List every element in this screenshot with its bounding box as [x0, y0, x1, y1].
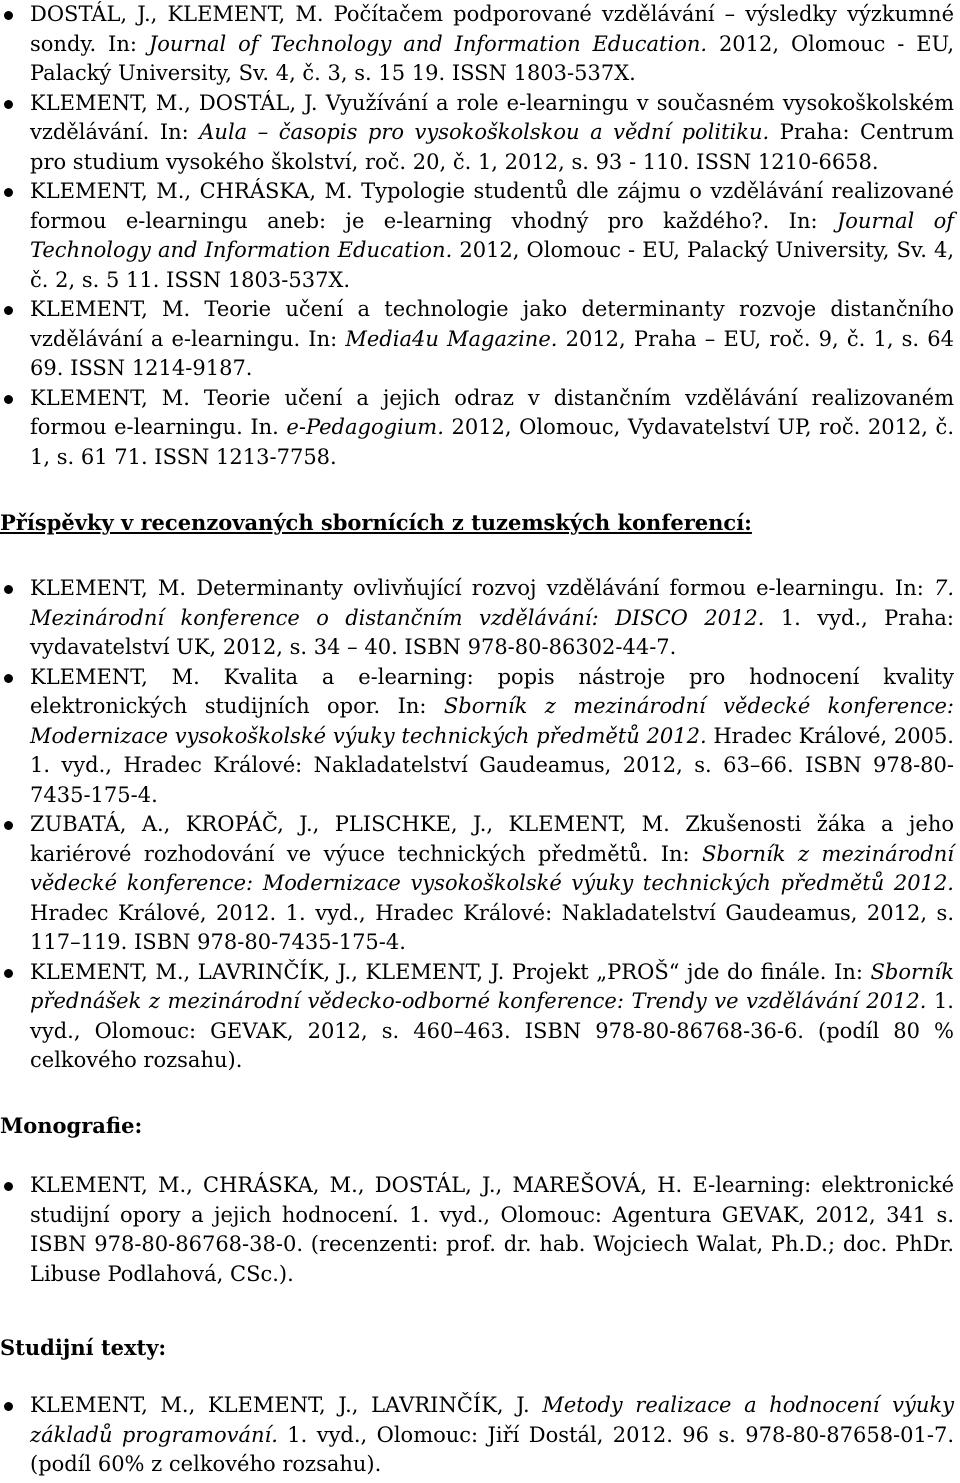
- reference-item: [0, 1171, 954, 1289]
- reference-item: [0, 295, 954, 384]
- reference-text-segment: 2012, Praha – EU, roč. 9, č. 1, s. 64 69. ISSN 1214-9187.: [30, 326, 954, 380]
- reference-item: [0, 89, 954, 178]
- reference-text-segment: KLEMENT, M. Kvalita a e-learning: popis nástroje pro hodnocení kvality elektronických studijních opor. In:: [30, 664, 954, 718]
- reference-text-segment: DOSTÁL, J., KLEMENT, M. Počítačem podporované vzdělávání – výsledky výzkumné sondy. In:: [30, 2, 954, 56]
- reference-text-segment: KLEMENT, M., CHRÁSKA, M., DOSTÁL, J., MAREŠOVÁ, H. E-learning: elektronické studijní opory a jejich hodnocení. 1. vyd., Olomouc: Agentura GEVAK, 2012, 341 s. ISBN 978-80-86768-38-0. (recenzenti: prof. dr. hab. Wojciech Walat, Ph.D.; doc. PhDr. Libuse Podlahová, CSc.).: [30, 1173, 954, 1286]
- reference-source-title: Metody realizace a hodnocení výuky základů programování.: [30, 1393, 954, 1447]
- reference-text: [30, 295, 954, 384]
- bullet-icon: [4, 395, 13, 404]
- study-texts-list: [0, 1391, 954, 1480]
- reference-item: [0, 0, 954, 89]
- monographs-list: [0, 1171, 954, 1289]
- conferences-heading: Příspěvky v recenzovaných sbornících z tuzemských konferencí:: [0, 510, 752, 535]
- reference-text-segment: 1. vyd., Olomouc: GEVAK, 2012, s. 460–463. ISBN 978-80-86768-36-6. (podíl 80 % celkového rozsahu).: [30, 989, 954, 1072]
- reference-text: [30, 177, 954, 295]
- bullet-icon: [4, 821, 13, 830]
- reference-text-segment: 2012, Olomouc, Vydavatelství UP, roč. 2012, č. 1, s. 61 71. ISSN 1213-7758.: [30, 415, 954, 469]
- reference-text-segment: Hradec Králové, 2005. 1. vyd., Hradec Králové: Nakladatelství Gaudeamus, 2012, s. 63–66. ISBN 978-80-7435-175-4.: [30, 723, 954, 807]
- reference-source-title: Media4u Magazine.: [345, 326, 558, 351]
- reference-text-segment: 1. vyd., Olomouc: Jiří Dostál, 2012. 96 s. 978-80-87658-01-7. (podíl 60% z celkového rozsahu).: [30, 1422, 954, 1476]
- reference-text: [30, 89, 954, 178]
- reference-text: [30, 810, 954, 958]
- reference-text-segment: ZUBATÁ, A., KROPÁČ, J., PLISCHKE, J., KLEMENT, M. Zkušenosti žáka a jeho kariérové rozhodování ve výuce technických předmětů. In:: [30, 812, 954, 866]
- reference-text-segment: 2012, Olomouc - EU, Palacký University, Sv. 4, č. 2, s. 5 11. ISSN 1803-537X.: [30, 238, 955, 292]
- reference-text-segment: 2012, Olomouc - EU, Palacký University, Sv. 4, č. 3, s. 15 19. ISSN 1803-537X.: [30, 31, 955, 85]
- reference-text: [30, 0, 954, 89]
- reference-text: [30, 1171, 954, 1289]
- reference-item: [0, 1391, 954, 1480]
- bullet-icon: [4, 100, 13, 109]
- reference-source-title: Sborník z mezinárodní vědecké konference: Modernizace vysokoškolské výuky technických předmětů 2012.: [30, 841, 954, 895]
- reference-source-title: Journal of Technology and Information Education.: [30, 208, 954, 262]
- reference-text-segment: KLEMENT, M., LAVRINČÍK, J., KLEMENT, J. Projekt „PROŠ“ jde do finále. In:: [30, 959, 871, 984]
- bullet-icon: [4, 188, 13, 197]
- reference-item: [0, 663, 954, 811]
- reference-text-segment: 1. vyd., Praha: vydavatelství UK, 2012, s. 34 – 40. ISBN 978-80-86302-44-7.: [30, 605, 954, 659]
- reference-text: [30, 384, 954, 473]
- conference-papers-list: [0, 574, 954, 1076]
- reference-source-title: Sborník přednášek z mezinárodní vědecko-odborné konference: Trendy ve vzdělávání 2012.: [30, 959, 954, 1013]
- reference-text-segment: KLEMENT, M. Determinanty ovlivňující rozvoj vzdělávání formou e-learningu. In:: [30, 576, 934, 600]
- reference-text-segment: KLEMENT, M., KLEMENT, J., LAVRINČÍK, J.: [30, 1393, 543, 1417]
- reference-item: [0, 810, 954, 958]
- reference-text: [30, 958, 954, 1076]
- reference-text: [30, 1391, 954, 1480]
- monographs-heading: Monografie:: [0, 1113, 143, 1138]
- reference-text-segment: KLEMENT, M. Teorie učení a technologie jako determinanty rozvoje distančního vzdělávání a e-learningu. In:: [30, 297, 954, 351]
- reference-text-segment: Praha: Centrum pro studium vysokého školství, roč. 20, č. 1, 2012, s. 93 - 110. ISSN 1210-6658.: [30, 120, 954, 174]
- reference-text-segment: KLEMENT, M. Teorie učení a jejich odraz v distančním vzdělávání realizovaném formou e-learningu. In.: [30, 385, 954, 439]
- study-texts-heading: Studijní texty:: [0, 1335, 167, 1360]
- reference-text-segment: Hradec Králové, 2012. 1. vyd., Hradec Králové: Nakladatelství Gaudeamus, 2012, s. 117–119. ISBN 978-80-7435-175-4.: [30, 900, 954, 954]
- bullet-icon: [4, 585, 13, 594]
- reference-item: [0, 958, 954, 1076]
- reference-text-segment: KLEMENT, M., DOSTÁL, J. Využívání a role e-learningu v současném vysokoškolském vzdělávání. In:: [30, 90, 954, 144]
- bullet-icon: [4, 11, 13, 20]
- bullet-icon: [4, 674, 13, 683]
- reference-item: [0, 384, 954, 473]
- reference-source-title: Aula – časopis pro vysokoškolskou a vědní politiku.: [199, 120, 770, 144]
- reference-item: [0, 177, 954, 295]
- reference-text-segment: KLEMENT, M., CHRÁSKA, M. Typologie studentů dle zájmu o vzdělávání realizované formou e-learningu aneb: je e-learning vhodný pro každého?. In:: [30, 179, 954, 233]
- reference-source-title: Sborník z mezinárodní vědecké konference: Modernizace vysokoškolské výuky technických předmětů 2012.: [30, 694, 955, 748]
- bullet-icon: [4, 306, 13, 315]
- reference-text: [30, 663, 954, 811]
- reference-source-title: Journal of Technology and Information Education.: [148, 31, 708, 56]
- bullet-icon: [4, 1402, 13, 1411]
- reference-source-title: e-Pedagogium.: [286, 415, 444, 439]
- reference-item: [0, 574, 954, 663]
- reference-source-title: 7. Mezinárodní konference o distančním vzdělávání: DISCO 2012.: [30, 576, 954, 630]
- journal-articles-list: [0, 0, 954, 472]
- reference-text: [30, 574, 954, 663]
- bullet-icon: [4, 969, 13, 978]
- bullet-icon: [4, 1182, 13, 1191]
